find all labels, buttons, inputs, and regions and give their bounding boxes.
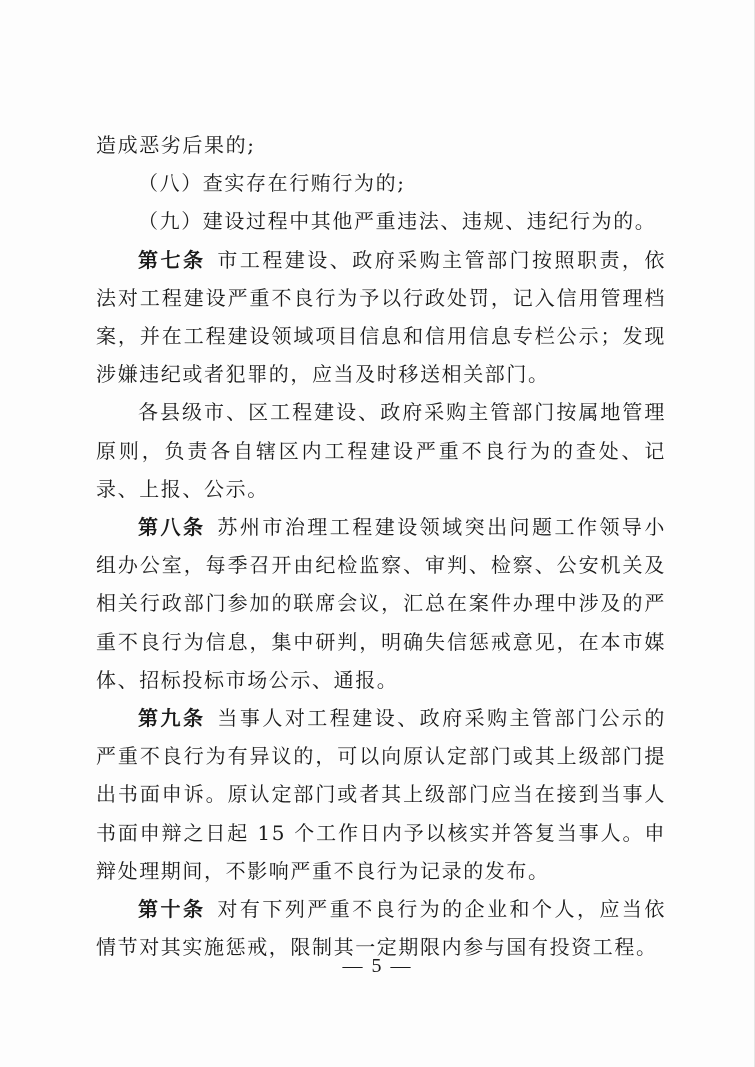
paragraph bbox=[96, 126, 666, 164]
article-paragraph bbox=[96, 508, 666, 699]
article-heading: 第八条 bbox=[138, 515, 206, 540]
page-number: — 5 — bbox=[342, 955, 413, 977]
article-text: 市工程建设、政府采购主管部门按照职责，依法对工程建设严重不良行为予以行政处罚，记入信用管理档案，并在工程建设领域项目信息和信用信息专栏公示；发现涉嫌违纪或者犯罪的，应当及时移送相关部门。 bbox=[96, 247, 666, 387]
article-paragraph bbox=[96, 241, 666, 394]
article-text: 对有下列严重不良行为的企业和个人，应当依情节对其实施惩戒，限制其一定期限内参与国有投资工程。 bbox=[96, 897, 666, 960]
list-item-text: （九）建设过程中其他严重违法、违规、违纪行为的。 bbox=[138, 209, 657, 234]
list-item bbox=[96, 202, 666, 240]
list-item bbox=[96, 164, 666, 202]
paragraph-text: 造成恶劣后果的; bbox=[96, 133, 256, 157]
article-heading: 第九条 bbox=[138, 706, 206, 731]
article-text: 苏州市治理工程建设领域突出问题工作领导小组办公室，每季召开由纪检监察、审判、检察、公安机关及相关行政部门参加的联席会议，汇总在案件办理中涉及的严重不良行为信息，集中研判，明确失信惩戒意见，在本市媒体、招标投标市场公示、通报。 bbox=[96, 515, 666, 692]
article-heading: 第十条 bbox=[138, 897, 206, 922]
paragraph bbox=[96, 393, 666, 508]
list-item-text: （八）查实存在行贿行为的; bbox=[138, 171, 406, 196]
body-text bbox=[96, 126, 666, 966]
article-paragraph bbox=[96, 699, 666, 890]
paragraph-text: 各县级市、区工程建设、政府采购主管部门按属地管理原则，负责各自辖区内工程建设严重不良行为的查处、记录、上报、公示。 bbox=[96, 400, 666, 501]
article-text: 当事人对工程建设、政府采购主管部门公示的严重不良行为有异议的，可以向原认定部门或其上级部门提出书面申诉。原认定部门或者其上级部门应当在接到当事人书面申辩之日起 15 个工作日内予以核实并答复当事人。申辩处理期间，不影响严重不良行为记录的发布。 bbox=[96, 706, 666, 883]
article-heading: 第七条 bbox=[138, 247, 206, 272]
